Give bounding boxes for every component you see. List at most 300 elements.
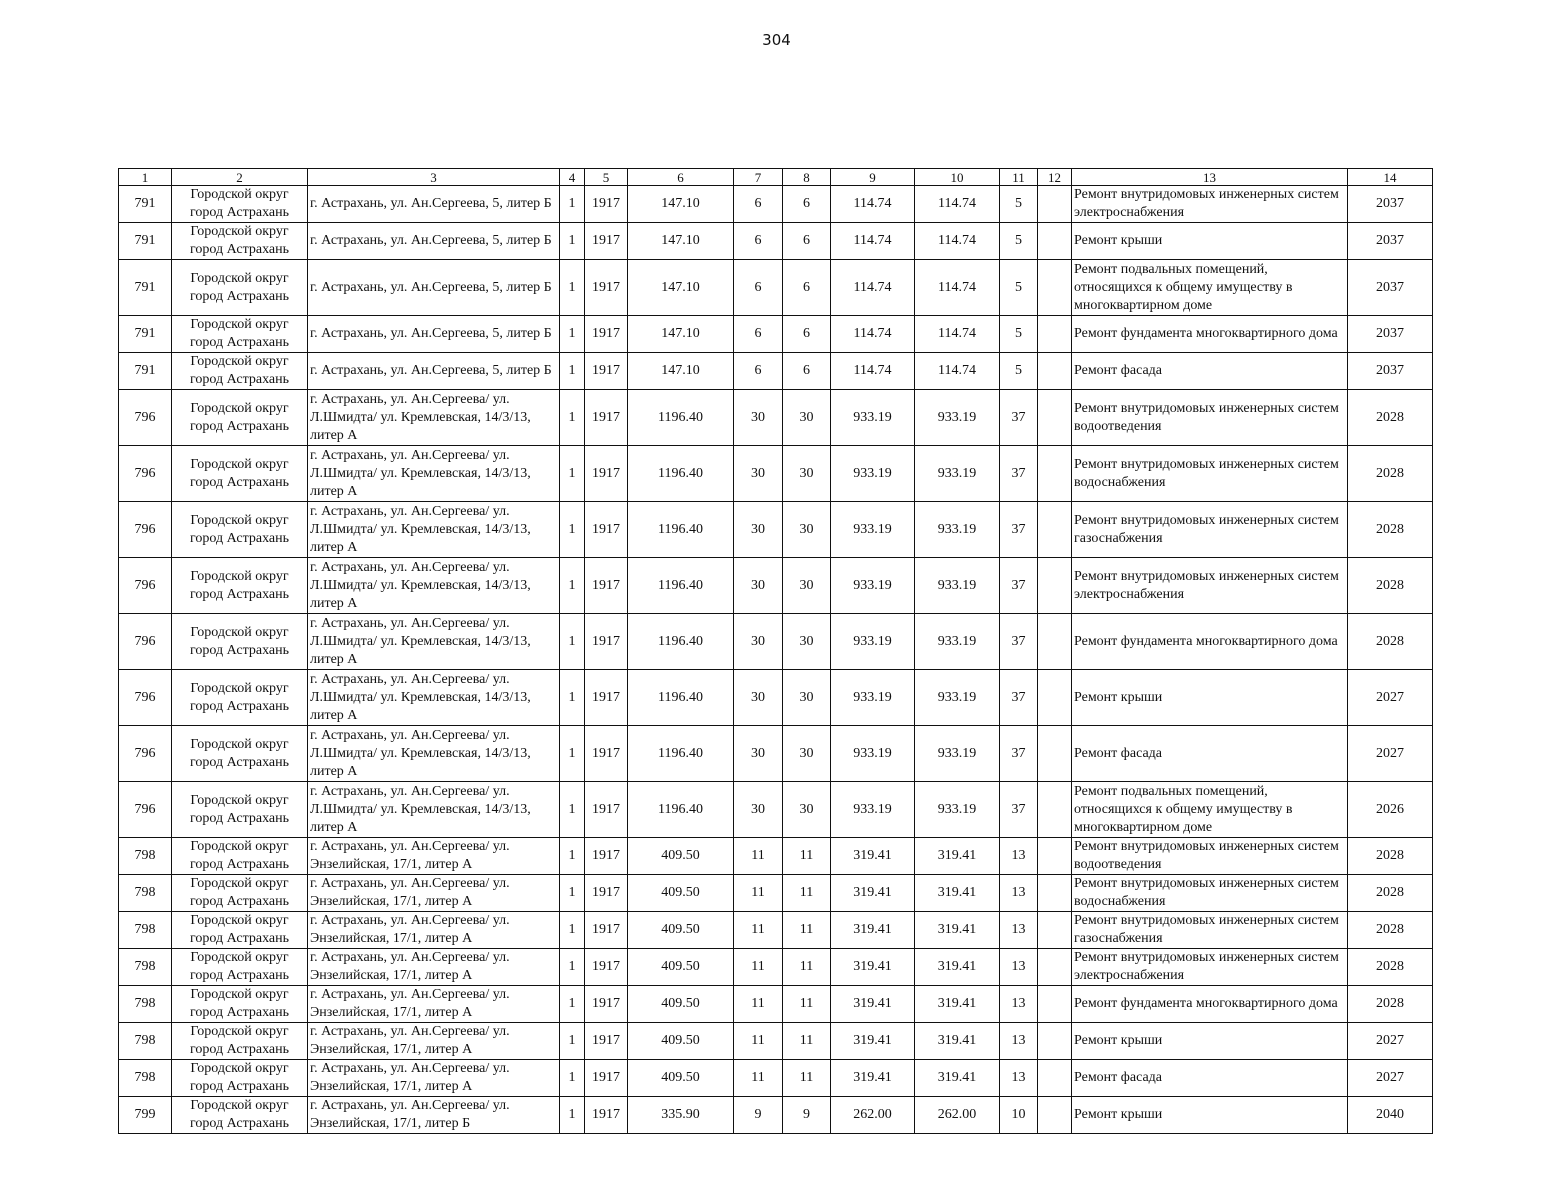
column-9-cell: 114.74 (831, 260, 915, 316)
column-8-cell: 9 (783, 1097, 831, 1134)
column-4-cell: 1 (560, 223, 585, 260)
column-10-cell: 319.41 (915, 912, 1000, 949)
column-8-cell: 30 (783, 614, 831, 670)
table-row (119, 782, 1433, 838)
column-4-cell: 1 (560, 670, 585, 726)
planned-year-cell: 2037 (1348, 223, 1433, 260)
column-10-cell: 319.41 (915, 949, 1000, 986)
row-number-cell: 796 (119, 446, 172, 502)
work-type-cell: Ремонт внутридомовых инженерных систем электроснабжения (1072, 558, 1348, 614)
planned-year-cell: 2028 (1348, 558, 1433, 614)
address-cell: г. Астрахань, ул. Ан.Сергеева/ ул. Энзелийская, 17/1, литер А (308, 986, 560, 1023)
column-10-cell: 319.41 (915, 1060, 1000, 1097)
column-8-cell: 30 (783, 390, 831, 446)
column-12-cell (1038, 502, 1072, 558)
column-10-cell: 933.19 (915, 446, 1000, 502)
table-row (119, 446, 1433, 502)
column-6-cell: 409.50 (628, 912, 734, 949)
municipality-cell: Городской округ город Астрахань (172, 614, 308, 670)
column-header: 9 (831, 169, 915, 186)
column-10-cell: 933.19 (915, 614, 1000, 670)
work-type-cell: Ремонт фундамента многоквартирного дома (1072, 316, 1348, 353)
row-number-cell: 796 (119, 782, 172, 838)
column-6-cell: 1196.40 (628, 390, 734, 446)
column-header: 12 (1038, 169, 1072, 186)
column-9-cell: 262.00 (831, 1097, 915, 1134)
municipality-cell: Городской округ город Астрахань (172, 223, 308, 260)
column-4-cell: 1 (560, 838, 585, 875)
column-12-cell (1038, 670, 1072, 726)
year-built-cell: 1917 (585, 949, 628, 986)
column-9-cell: 933.19 (831, 726, 915, 782)
row-number-cell: 796 (119, 502, 172, 558)
work-type-cell: Ремонт фундамента многоквартирного дома (1072, 986, 1348, 1023)
municipality-cell: Городской округ город Астрахань (172, 1097, 308, 1134)
table-row (119, 949, 1433, 986)
planned-year-cell: 2028 (1348, 614, 1433, 670)
row-number-cell: 796 (119, 726, 172, 782)
work-type-cell: Ремонт крыши (1072, 670, 1348, 726)
column-6-cell: 409.50 (628, 1023, 734, 1060)
column-header: 4 (560, 169, 585, 186)
column-12-cell (1038, 782, 1072, 838)
column-8-cell: 6 (783, 260, 831, 316)
column-11-cell: 5 (1000, 260, 1038, 316)
column-7-cell: 30 (734, 782, 783, 838)
column-8-cell: 30 (783, 782, 831, 838)
column-10-cell: 933.19 (915, 390, 1000, 446)
column-9-cell: 114.74 (831, 186, 915, 223)
table-row (119, 390, 1433, 446)
column-12-cell (1038, 838, 1072, 875)
row-number-cell: 798 (119, 949, 172, 986)
column-6-cell: 1196.40 (628, 726, 734, 782)
planned-year-cell: 2028 (1348, 986, 1433, 1023)
column-8-cell: 11 (783, 986, 831, 1023)
column-12-cell (1038, 223, 1072, 260)
column-6-cell: 1196.40 (628, 670, 734, 726)
municipality-cell: Городской округ город Астрахань (172, 782, 308, 838)
column-10-cell: 933.19 (915, 502, 1000, 558)
table-row (119, 912, 1433, 949)
column-6-cell: 409.50 (628, 875, 734, 912)
year-built-cell: 1917 (585, 316, 628, 353)
column-7-cell: 6 (734, 186, 783, 223)
column-7-cell: 11 (734, 986, 783, 1023)
planned-year-cell: 2028 (1348, 949, 1433, 986)
year-built-cell: 1917 (585, 446, 628, 502)
table-row (119, 223, 1433, 260)
planned-year-cell: 2028 (1348, 502, 1433, 558)
municipality-cell: Городской округ город Астрахань (172, 446, 308, 502)
column-header: 13 (1072, 169, 1348, 186)
column-12-cell (1038, 1060, 1072, 1097)
column-9-cell: 114.74 (831, 223, 915, 260)
work-type-cell: Ремонт крыши (1072, 1023, 1348, 1060)
column-6-cell: 147.10 (628, 186, 734, 223)
municipality-cell: Городской округ город Астрахань (172, 1023, 308, 1060)
column-11-cell: 5 (1000, 186, 1038, 223)
column-10-cell: 319.41 (915, 875, 1000, 912)
column-9-cell: 114.74 (831, 316, 915, 353)
work-type-cell: Ремонт внутридомовых инженерных систем газоснабжения (1072, 912, 1348, 949)
work-type-cell: Ремонт фасада (1072, 353, 1348, 390)
column-8-cell: 30 (783, 446, 831, 502)
table-row (119, 614, 1433, 670)
work-type-cell: Ремонт внутридомовых инженерных систем электроснабжения (1072, 186, 1348, 223)
table-row (119, 1060, 1433, 1097)
column-4-cell: 1 (560, 316, 585, 353)
column-12-cell (1038, 1023, 1072, 1060)
planned-year-cell: 2028 (1348, 838, 1433, 875)
year-built-cell: 1917 (585, 986, 628, 1023)
column-7-cell: 30 (734, 558, 783, 614)
column-12-cell (1038, 446, 1072, 502)
column-8-cell: 6 (783, 353, 831, 390)
column-8-cell: 30 (783, 726, 831, 782)
column-8-cell: 6 (783, 316, 831, 353)
planned-year-cell: 2027 (1348, 1060, 1433, 1097)
municipality-cell: Городской округ город Астрахань (172, 186, 308, 223)
row-number-cell: 791 (119, 316, 172, 353)
address-cell: г. Астрахань, ул. Ан.Сергеева, 5, литер Б (308, 223, 560, 260)
table-row (119, 260, 1433, 316)
column-4-cell: 1 (560, 782, 585, 838)
row-number-cell: 799 (119, 1097, 172, 1134)
column-10-cell: 114.74 (915, 353, 1000, 390)
table-row (119, 838, 1433, 875)
planned-year-cell: 2028 (1348, 446, 1433, 502)
column-11-cell: 37 (1000, 446, 1038, 502)
column-9-cell: 933.19 (831, 558, 915, 614)
year-built-cell: 1917 (585, 186, 628, 223)
column-11-cell: 37 (1000, 726, 1038, 782)
row-number-cell: 798 (119, 1023, 172, 1060)
address-cell: г. Астрахань, ул. Ан.Сергеева/ ул. Л.Шмидта/ ул. Кремлевская, 14/3/13, литер А (308, 502, 560, 558)
table-row (119, 502, 1433, 558)
municipality-cell: Городской округ город Астрахань (172, 912, 308, 949)
column-6-cell: 335.90 (628, 1097, 734, 1134)
column-10-cell: 933.19 (915, 782, 1000, 838)
column-8-cell: 30 (783, 502, 831, 558)
planned-year-cell: 2037 (1348, 186, 1433, 223)
column-11-cell: 5 (1000, 223, 1038, 260)
row-number-cell: 798 (119, 912, 172, 949)
municipality-cell: Городской округ город Астрахань (172, 1060, 308, 1097)
column-7-cell: 11 (734, 838, 783, 875)
column-8-cell: 11 (783, 912, 831, 949)
row-number-cell: 791 (119, 260, 172, 316)
column-6-cell: 409.50 (628, 838, 734, 875)
address-cell: г. Астрахань, ул. Ан.Сергеева/ ул. Энзелийская, 17/1, литер А (308, 949, 560, 986)
year-built-cell: 1917 (585, 670, 628, 726)
year-built-cell: 1917 (585, 1060, 628, 1097)
column-12-cell (1038, 726, 1072, 782)
column-11-cell: 37 (1000, 614, 1038, 670)
column-4-cell: 1 (560, 1097, 585, 1134)
column-header: 8 (783, 169, 831, 186)
column-10-cell: 114.74 (915, 316, 1000, 353)
address-cell: г. Астрахань, ул. Ан.Сергеева/ ул. Л.Шмидта/ ул. Кремлевская, 14/3/13, литер А (308, 782, 560, 838)
column-4-cell: 1 (560, 446, 585, 502)
column-7-cell: 6 (734, 353, 783, 390)
column-9-cell: 933.19 (831, 446, 915, 502)
column-4-cell: 1 (560, 260, 585, 316)
municipality-cell: Городской округ город Астрахань (172, 726, 308, 782)
column-4-cell: 1 (560, 390, 585, 446)
column-12-cell (1038, 186, 1072, 223)
work-type-cell: Ремонт фасада (1072, 1060, 1348, 1097)
column-7-cell: 30 (734, 502, 783, 558)
year-built-cell: 1917 (585, 912, 628, 949)
address-cell: г. Астрахань, ул. Ан.Сергеева/ ул. Л.Шмидта/ ул. Кремлевская, 14/3/13, литер А (308, 614, 560, 670)
planned-year-cell: 2037 (1348, 260, 1433, 316)
municipality-cell: Городской округ город Астрахань (172, 390, 308, 446)
column-header: 10 (915, 169, 1000, 186)
year-built-cell: 1917 (585, 558, 628, 614)
column-11-cell: 37 (1000, 502, 1038, 558)
column-7-cell: 11 (734, 1060, 783, 1097)
table-row (119, 353, 1433, 390)
planned-year-cell: 2037 (1348, 316, 1433, 353)
work-type-cell: Ремонт фасада (1072, 726, 1348, 782)
column-10-cell: 933.19 (915, 726, 1000, 782)
municipality-cell: Городской округ город Астрахань (172, 260, 308, 316)
row-number-cell: 796 (119, 670, 172, 726)
column-6-cell: 1196.40 (628, 614, 734, 670)
planned-year-cell: 2037 (1348, 353, 1433, 390)
address-cell: г. Астрахань, ул. Ан.Сергеева/ ул. Л.Шмидта/ ул. Кремлевская, 14/3/13, литер А (308, 726, 560, 782)
planned-year-cell: 2027 (1348, 1023, 1433, 1060)
work-type-cell: Ремонт внутридомовых инженерных систем электроснабжения (1072, 949, 1348, 986)
column-4-cell: 1 (560, 614, 585, 670)
year-built-cell: 1917 (585, 1023, 628, 1060)
row-number-cell: 798 (119, 875, 172, 912)
municipality-cell: Городской округ город Астрахань (172, 353, 308, 390)
column-7-cell: 30 (734, 670, 783, 726)
row-number-cell: 791 (119, 353, 172, 390)
year-built-cell: 1917 (585, 353, 628, 390)
column-10-cell: 114.74 (915, 260, 1000, 316)
column-11-cell: 13 (1000, 838, 1038, 875)
address-cell: г. Астрахань, ул. Ан.Сергеева/ ул. Л.Шмидта/ ул. Кремлевская, 14/3/13, литер А (308, 670, 560, 726)
column-4-cell: 1 (560, 949, 585, 986)
column-11-cell: 13 (1000, 986, 1038, 1023)
column-11-cell: 13 (1000, 912, 1038, 949)
year-built-cell: 1917 (585, 875, 628, 912)
column-4-cell: 1 (560, 875, 585, 912)
address-cell: г. Астрахань, ул. Ан.Сергеева, 5, литер Б (308, 353, 560, 390)
column-4-cell: 1 (560, 726, 585, 782)
column-9-cell: 319.41 (831, 1023, 915, 1060)
column-header: 7 (734, 169, 783, 186)
year-built-cell: 1917 (585, 260, 628, 316)
column-8-cell: 11 (783, 1060, 831, 1097)
row-number-cell: 796 (119, 614, 172, 670)
column-11-cell: 13 (1000, 1060, 1038, 1097)
column-header: 6 (628, 169, 734, 186)
row-number-cell: 796 (119, 558, 172, 614)
table-row (119, 726, 1433, 782)
address-cell: г. Астрахань, ул. Ан.Сергеева/ ул. Энзелийская, 17/1, литер А (308, 912, 560, 949)
column-12-cell (1038, 316, 1072, 353)
column-12-cell (1038, 260, 1072, 316)
column-header: 2 (172, 169, 308, 186)
column-11-cell: 37 (1000, 670, 1038, 726)
column-12-cell (1038, 912, 1072, 949)
column-7-cell: 30 (734, 390, 783, 446)
capital-repair-table (118, 168, 1433, 1134)
column-7-cell: 6 (734, 316, 783, 353)
row-number-cell: 798 (119, 986, 172, 1023)
municipality-cell: Городской округ город Астрахань (172, 875, 308, 912)
address-cell: г. Астрахань, ул. Ан.Сергеева/ ул. Энзелийская, 17/1, литер Б (308, 1097, 560, 1134)
municipality-cell: Городской округ город Астрахань (172, 949, 308, 986)
column-12-cell (1038, 875, 1072, 912)
column-9-cell: 114.74 (831, 353, 915, 390)
column-8-cell: 11 (783, 875, 831, 912)
column-11-cell: 37 (1000, 782, 1038, 838)
address-cell: г. Астрахань, ул. Ан.Сергеева/ ул. Энзелийская, 17/1, литер А (308, 838, 560, 875)
column-7-cell: 6 (734, 223, 783, 260)
column-11-cell: 5 (1000, 353, 1038, 390)
column-8-cell: 11 (783, 949, 831, 986)
column-7-cell: 30 (734, 614, 783, 670)
column-11-cell: 13 (1000, 1023, 1038, 1060)
table-row (119, 1097, 1433, 1134)
column-8-cell: 30 (783, 670, 831, 726)
year-built-cell: 1917 (585, 782, 628, 838)
column-11-cell: 13 (1000, 949, 1038, 986)
column-11-cell: 37 (1000, 558, 1038, 614)
column-7-cell: 30 (734, 726, 783, 782)
column-12-cell (1038, 1097, 1072, 1134)
column-6-cell: 147.10 (628, 353, 734, 390)
address-cell: г. Астрахань, ул. Ан.Сергеева/ ул. Л.Шмидта/ ул. Кремлевская, 14/3/13, литер А (308, 446, 560, 502)
column-11-cell: 37 (1000, 390, 1038, 446)
table-row (119, 558, 1433, 614)
column-10-cell: 933.19 (915, 558, 1000, 614)
municipality-cell: Городской округ город Астрахань (172, 502, 308, 558)
address-cell: г. Астрахань, ул. Ан.Сергеева/ ул. Энзелийская, 17/1, литер А (308, 875, 560, 912)
address-cell: г. Астрахань, ул. Ан.Сергеева, 5, литер Б (308, 186, 560, 223)
column-11-cell: 10 (1000, 1097, 1038, 1134)
work-type-cell: Ремонт фундамента многоквартирного дома (1072, 614, 1348, 670)
column-11-cell: 5 (1000, 316, 1038, 353)
table-row (119, 1023, 1433, 1060)
planned-year-cell: 2027 (1348, 670, 1433, 726)
column-10-cell: 319.41 (915, 838, 1000, 875)
column-7-cell: 11 (734, 1023, 783, 1060)
column-6-cell: 147.10 (628, 316, 734, 353)
column-4-cell: 1 (560, 502, 585, 558)
column-9-cell: 319.41 (831, 912, 915, 949)
year-built-cell: 1917 (585, 502, 628, 558)
address-cell: г. Астрахань, ул. Ан.Сергеева/ ул. Л.Шмидта/ ул. Кремлевская, 14/3/13, литер А (308, 558, 560, 614)
column-4-cell: 1 (560, 558, 585, 614)
table-row (119, 875, 1433, 912)
column-12-cell (1038, 353, 1072, 390)
column-7-cell: 11 (734, 912, 783, 949)
year-built-cell: 1917 (585, 614, 628, 670)
column-7-cell: 6 (734, 260, 783, 316)
column-10-cell: 933.19 (915, 670, 1000, 726)
planned-year-cell: 2026 (1348, 782, 1433, 838)
column-8-cell: 30 (783, 558, 831, 614)
work-type-cell: Ремонт подвальных помещений, относящихся к общему имуществу в многоквартирном доме (1072, 782, 1348, 838)
column-6-cell: 1196.40 (628, 558, 734, 614)
column-7-cell: 11 (734, 949, 783, 986)
year-built-cell: 1917 (585, 390, 628, 446)
row-number-cell: 791 (119, 223, 172, 260)
column-header: 1 (119, 169, 172, 186)
planned-year-cell: 2027 (1348, 726, 1433, 782)
row-number-cell: 798 (119, 1060, 172, 1097)
column-8-cell: 6 (783, 223, 831, 260)
column-9-cell: 319.41 (831, 1060, 915, 1097)
work-type-cell: Ремонт внутридомовых инженерных систем водоотведения (1072, 838, 1348, 875)
column-10-cell: 114.74 (915, 223, 1000, 260)
column-8-cell: 11 (783, 838, 831, 875)
municipality-cell: Городской округ город Астрахань (172, 838, 308, 875)
column-9-cell: 933.19 (831, 390, 915, 446)
column-4-cell: 1 (560, 1060, 585, 1097)
column-4-cell: 1 (560, 186, 585, 223)
row-number-cell: 791 (119, 186, 172, 223)
column-6-cell: 1196.40 (628, 782, 734, 838)
row-number-cell: 798 (119, 838, 172, 875)
work-type-cell: Ремонт внутридомовых инженерных систем водоснабжения (1072, 875, 1348, 912)
column-9-cell: 933.19 (831, 782, 915, 838)
municipality-cell: Городской округ город Астрахань (172, 558, 308, 614)
municipality-cell: Городской округ город Астрахань (172, 316, 308, 353)
column-header: 3 (308, 169, 560, 186)
work-type-cell: Ремонт крыши (1072, 223, 1348, 260)
work-type-cell: Ремонт внутридомовых инженерных систем водоснабжения (1072, 446, 1348, 502)
column-9-cell: 319.41 (831, 838, 915, 875)
column-header: 14 (1348, 169, 1433, 186)
address-cell: г. Астрахань, ул. Ан.Сергеева/ ул. Энзелийская, 17/1, литер А (308, 1023, 560, 1060)
column-6-cell: 147.10 (628, 223, 734, 260)
planned-year-cell: 2028 (1348, 875, 1433, 912)
column-9-cell: 319.41 (831, 986, 915, 1023)
column-6-cell: 1196.40 (628, 502, 734, 558)
column-4-cell: 1 (560, 353, 585, 390)
planned-year-cell: 2028 (1348, 912, 1433, 949)
column-12-cell (1038, 614, 1072, 670)
column-12-cell (1038, 390, 1072, 446)
work-type-cell: Ремонт подвальных помещений, относящихся к общему имуществу в многоквартирном доме (1072, 260, 1348, 316)
column-9-cell: 319.41 (831, 949, 915, 986)
column-9-cell: 933.19 (831, 614, 915, 670)
column-6-cell: 409.50 (628, 1060, 734, 1097)
column-10-cell: 262.00 (915, 1097, 1000, 1134)
municipality-cell: Городской округ город Астрахань (172, 670, 308, 726)
table-row (119, 316, 1433, 353)
column-12-cell (1038, 558, 1072, 614)
address-cell: г. Астрахань, ул. Ан.Сергеева/ ул. Энзелийская, 17/1, литер А (308, 1060, 560, 1097)
column-6-cell: 1196.40 (628, 446, 734, 502)
column-7-cell: 9 (734, 1097, 783, 1134)
column-4-cell: 1 (560, 1023, 585, 1060)
table-row (119, 186, 1433, 223)
column-11-cell: 13 (1000, 875, 1038, 912)
column-12-cell (1038, 949, 1072, 986)
year-built-cell: 1917 (585, 726, 628, 782)
column-number-row (119, 169, 1433, 186)
year-built-cell: 1917 (585, 838, 628, 875)
column-6-cell: 409.50 (628, 949, 734, 986)
